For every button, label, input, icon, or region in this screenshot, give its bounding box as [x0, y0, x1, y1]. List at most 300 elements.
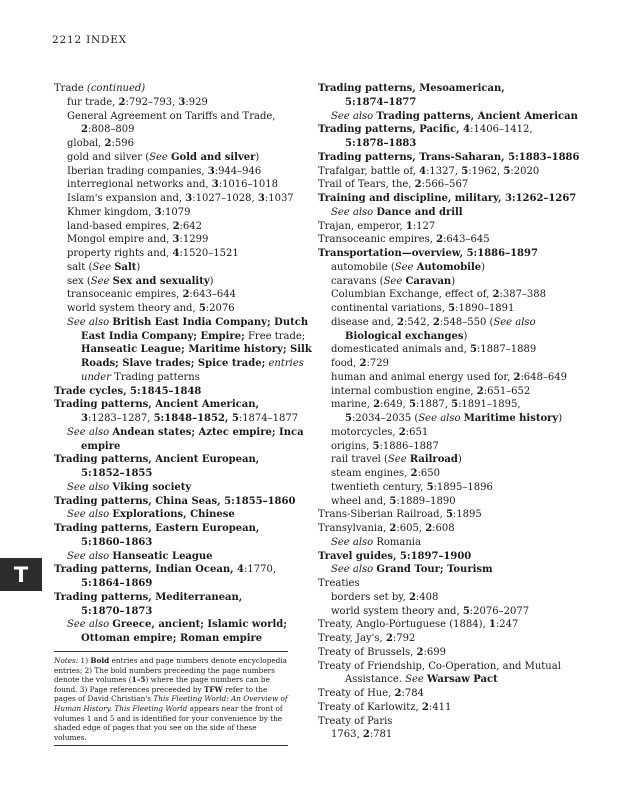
entry-text: 3	[154, 206, 162, 218]
entry-text: :411	[428, 701, 452, 713]
entry-text: wheel and,	[331, 495, 390, 507]
entry-text: Trading patterns, Ancient European,	[54, 454, 260, 466]
index-entry	[54, 577, 299, 591]
entry-text: entries	[268, 358, 304, 369]
index-entry	[318, 330, 576, 344]
entry-text: :792–793,	[125, 96, 179, 108]
entry-text: 5	[503, 165, 511, 177]
entry-text: Hanseatic League; Maritime history; Silk	[81, 344, 312, 356]
entry-text: land-based empires,	[67, 220, 173, 232]
entry-text: Iberian trading companies,	[67, 165, 208, 177]
index-entry	[318, 123, 576, 137]
entry-text: Trading patterns, China Seas, 5:1855–1860	[54, 495, 296, 507]
entry-text: See also	[67, 481, 110, 493]
entry-text: Trail of Tears, the,	[318, 179, 415, 191]
entry-text: :1027–1028,	[192, 193, 258, 204]
entry-text: :648–649	[520, 371, 567, 383]
entry-text: 3	[207, 165, 215, 177]
entry-text: :1406–1412,	[470, 124, 533, 136]
entry-text: :548–550 (	[439, 316, 494, 328]
index-entry	[54, 357, 304, 371]
entry-text: 5	[448, 303, 456, 314]
entry-text: appears near the front of volumes 1 and 5 and is identified for your convenience by the shaded edge of pages that you see on the side of these volumes.	[54, 703, 283, 742]
index-entry	[54, 206, 299, 220]
entry-text: internal combustion engine,	[331, 385, 477, 397]
entry-text: 4	[463, 124, 471, 136]
index-entry	[318, 550, 576, 564]
index-entry	[318, 275, 576, 289]
entry-text: 2	[425, 523, 433, 534]
entry-text: automobile (	[331, 261, 395, 273]
entry-text: :408	[415, 591, 439, 603]
entry-text: )	[463, 330, 468, 342]
entry-text: See also	[67, 316, 110, 328]
entry-text: )	[209, 275, 214, 287]
entry-text: 5	[461, 165, 469, 177]
index-entry	[318, 165, 576, 179]
index-entry	[54, 563, 299, 577]
entry-text: gold and silver (	[67, 151, 150, 163]
index-entry	[318, 96, 576, 110]
entry-text: :1299	[179, 234, 209, 246]
entry-text: Treaty of Paris	[318, 715, 393, 727]
entry-text: :1890–1891	[455, 303, 515, 314]
index-entry	[318, 632, 576, 646]
entry-text: 3	[81, 413, 88, 424]
index-entry	[54, 412, 299, 426]
entry-text: Mongol empire and,	[67, 234, 173, 246]
entry-text: :1891–1895,	[458, 399, 521, 411]
entry-text: Bold	[90, 656, 110, 665]
entry-text: Trajan, emperor,	[318, 220, 406, 232]
entry-text: 5:1864–1869	[81, 578, 153, 589]
entry-text: 3	[178, 96, 186, 108]
entry-text: 1763,	[331, 729, 363, 741]
index-entry	[54, 550, 299, 564]
index-entry	[54, 632, 299, 646]
entry-text: :729	[366, 358, 389, 369]
entry-text: 2	[492, 289, 500, 301]
index-entry	[318, 701, 576, 715]
entry-text: East India Company; Empire;	[81, 330, 245, 342]
index-entry	[318, 481, 576, 495]
entry-text: 5:1848–1852, 5	[153, 413, 239, 424]
entry-text: Transportation—overview, 5:1886–1897	[318, 248, 538, 259]
index-entry	[54, 151, 299, 165]
entry-text: See	[405, 674, 424, 686]
entry-text: )	[457, 454, 462, 466]
entry-text: 2	[414, 179, 422, 191]
page-header	[52, 34, 127, 46]
entry-text: Biological exchanges	[345, 330, 464, 342]
index-entry	[54, 137, 299, 151]
entry-text: Treaty of Karlowitz,	[318, 701, 422, 713]
entry-text: Romania	[373, 536, 421, 548]
entry-text: transoceanic empires,	[67, 289, 183, 301]
entry-text: sex (	[67, 275, 91, 287]
index-entry	[54, 536, 299, 550]
index-entry	[318, 206, 576, 220]
entry-text: 2	[104, 138, 112, 149]
entry-text: :643–644	[189, 289, 236, 301]
entry-text: :1770,	[244, 564, 277, 576]
entry-text: Treaty, Jay's,	[318, 633, 386, 644]
page-number: 2212	[52, 34, 82, 46]
entry-text: steam engines,	[331, 468, 411, 479]
entry-text: :781	[369, 729, 393, 741]
entry-text: world system theory and,	[331, 605, 463, 617]
entry-text: 1)	[78, 656, 91, 665]
entry-text: Dance and drill	[376, 206, 463, 218]
entry-text: )	[481, 261, 486, 273]
entry-text: 5	[462, 605, 470, 617]
index-entry	[54, 343, 312, 357]
entry-text: :1962,	[468, 165, 504, 177]
entry-text: :1327,	[426, 165, 462, 177]
entry-text: :1079	[161, 206, 191, 218]
entry-text: Andean states; Aztec empire; Inca	[112, 426, 304, 438]
index-entry	[54, 495, 299, 509]
entry-text: :2076–2077	[469, 605, 530, 617]
index-notes	[54, 651, 288, 746]
index-entry	[318, 605, 576, 619]
entry-text: Trafalgar, battle of,	[318, 165, 420, 177]
index-entry	[54, 398, 299, 412]
index-entry	[54, 261, 299, 275]
entry-text: rail travel (	[331, 454, 388, 466]
index-entry	[54, 385, 299, 399]
entry-text: 5	[426, 481, 434, 493]
index-entry	[318, 233, 576, 247]
entry-text: See	[387, 454, 407, 466]
entry-text: :596	[111, 138, 134, 149]
entry-text: 5:1878–1883	[345, 138, 417, 149]
index-entry	[318, 563, 576, 577]
entry-text: :699	[423, 646, 446, 658]
index-entry	[54, 522, 299, 536]
entry-text: )	[558, 413, 563, 424]
index-entry	[54, 302, 299, 316]
entry-text: See	[383, 275, 403, 287]
entry-text: Training and discipline, military, 3:1262–1267	[318, 193, 577, 204]
entry-text: :2034–2035 (	[351, 413, 419, 424]
entry-text: )	[136, 261, 141, 273]
entry-text: Free trade;	[244, 330, 306, 342]
entry-text: :566–567	[421, 179, 469, 191]
index-entry	[54, 371, 299, 385]
entry-text: 4	[172, 248, 180, 259]
entry-text: Trading patterns, Trans-Saharan, 5:1883–1886	[318, 151, 580, 163]
index-entry	[318, 591, 576, 605]
index-entry	[318, 467, 576, 481]
entry-text: 5	[389, 495, 397, 507]
entry-text: human and animal energy used for,	[331, 371, 514, 383]
index-entry	[54, 96, 299, 110]
entry-text: Explorations, Chinese	[112, 509, 235, 521]
entry-text: :649,	[380, 399, 409, 411]
entry-text: :127	[412, 220, 436, 232]
entry-text: Notes:	[54, 656, 79, 665]
entry-text: :608	[432, 523, 455, 534]
entry-text: Trading patterns, Mesoamerican,	[318, 83, 505, 94]
index-entry	[318, 440, 576, 454]
entry-text: Caravan	[405, 275, 452, 287]
index-entry	[318, 302, 576, 316]
entry-text: See also	[67, 509, 110, 521]
index-entry	[54, 178, 299, 192]
entry-text: Warsaw Pact	[427, 674, 498, 686]
index-entry	[318, 426, 576, 440]
entry-text: :387–388	[499, 289, 547, 301]
entry-text: 5	[408, 399, 416, 411]
entry-text: This Fleeting World: An Overview of Human History.	[54, 694, 288, 713]
entry-text: 5	[451, 399, 459, 411]
index-entry	[318, 660, 576, 674]
index-entry	[318, 371, 576, 385]
entry-text: 2	[172, 220, 180, 232]
entry-text: Trading patterns, Mediterranean,	[54, 591, 243, 603]
entry-text: :2076	[205, 303, 235, 314]
index-entry	[318, 715, 576, 729]
entry-text: Roads; Slave trades; Spice trade;	[81, 358, 266, 369]
entry-text: world system theory and,	[67, 303, 199, 314]
section-title: INDEX	[86, 34, 127, 46]
entry-text: Treaties	[318, 578, 360, 589]
index-entry	[54, 330, 306, 344]
entry-text: Assistance.	[345, 674, 406, 686]
entry-text: 5:1870–1873	[81, 605, 153, 617]
entry-text: Trading patterns, Ancient American	[376, 110, 578, 122]
entry-text: Gold and silver	[171, 151, 256, 163]
index-entry	[54, 82, 299, 96]
index-entry	[318, 247, 576, 261]
index-column-right	[318, 82, 580, 742]
entry-text: :651–652	[483, 385, 531, 397]
entry-text: Trading patterns, Eastern European,	[54, 523, 260, 534]
entry-text: )	[451, 275, 456, 287]
entry-text: Viking society	[112, 481, 192, 493]
entry-text: See	[92, 261, 112, 273]
entry-text: :650	[417, 468, 440, 479]
index-entry	[54, 165, 299, 179]
entry-text: Trade cycles, 5:1845–1848	[54, 385, 202, 397]
entry-text: 2	[394, 688, 402, 699]
index-entry	[318, 220, 576, 234]
index-entry	[54, 591, 299, 605]
entry-text: TFW	[203, 684, 223, 694]
entry-text: Trade	[54, 83, 87, 94]
index-entry	[318, 412, 576, 426]
entry-text: Hanseatic League	[112, 550, 213, 562]
entry-text: See also	[493, 316, 536, 328]
entry-text: 2	[513, 371, 521, 383]
entry-text: interregional networks and,	[67, 179, 212, 191]
entry-text: Khmer kingdom,	[67, 206, 155, 218]
index-entry	[318, 673, 576, 687]
index-entry	[318, 508, 576, 522]
entry-text: 2	[398, 426, 406, 438]
index-entry	[54, 220, 299, 234]
index-entry	[54, 233, 299, 247]
index-entry	[318, 385, 576, 399]
entry-text: 1–5	[131, 675, 146, 685]
index-entry	[54, 275, 299, 289]
entry-text: ) where the page numbers can be found. 3) Page references preceeded by	[54, 675, 270, 694]
entry-text: disease and,	[331, 316, 398, 328]
entry-text: 2	[416, 646, 424, 658]
index-entry	[318, 646, 576, 660]
entry-text: 2	[359, 358, 367, 369]
entry-text: 2	[182, 289, 190, 301]
entry-text: origins,	[331, 440, 373, 452]
entry-text: Columbian Exchange, effect of,	[331, 289, 493, 301]
index-entry	[318, 453, 576, 467]
index-entry	[54, 426, 304, 440]
entry-text: refer to the pages of David Christian's	[54, 684, 268, 704]
entry-text: :784	[401, 688, 424, 699]
entry-text: 2	[389, 523, 397, 534]
entry-text: 2	[362, 729, 370, 741]
entry-text: :1874–1877	[238, 413, 299, 424]
entry-text: This Fleeting World	[114, 703, 188, 713]
index-entry	[318, 495, 576, 509]
entry-text: :1283–1287,	[87, 413, 154, 424]
entry-text: Railroad	[409, 454, 458, 466]
entry-text: 2	[373, 399, 381, 411]
entry-text: Trans-Siberian Railroad,	[318, 509, 446, 521]
index-entry	[318, 522, 576, 536]
entry-text: 2	[397, 316, 404, 328]
entry-text: continental variations,	[331, 303, 449, 314]
entry-text: Greece, ancient; Islamic world;	[112, 619, 287, 631]
entry-text: :1887–1889	[476, 344, 537, 356]
index-entry	[318, 728, 576, 742]
entry-text: Sex and sexuality	[112, 275, 210, 287]
index-entry	[54, 618, 299, 632]
index-entry	[54, 288, 299, 302]
index-entry	[54, 508, 299, 522]
entry-text: borders set by,	[331, 591, 409, 603]
index-entry	[318, 687, 576, 701]
index-entry	[54, 453, 299, 467]
entry-text: :1520–1521	[179, 248, 239, 259]
entry-text: salt (	[67, 261, 93, 273]
entry-text: 2	[118, 96, 126, 108]
entry-text: 5:1852–1855	[81, 468, 153, 479]
entry-text: 1	[405, 220, 413, 232]
index-entry	[54, 605, 299, 619]
entry-text: 2	[81, 124, 88, 136]
entry-text: Maritime history	[463, 413, 559, 424]
entry-text: :643–645	[443, 234, 490, 246]
index-entry	[318, 151, 580, 165]
entry-text: caravans (	[331, 275, 384, 287]
entry-text: See	[149, 151, 168, 163]
letter-tab	[0, 558, 42, 591]
entry-text: 5	[469, 344, 477, 356]
entry-text: General Agreement on Tariffs and Trade,	[67, 110, 276, 122]
entry-text: 5	[445, 509, 453, 521]
entry-text: :605,	[396, 523, 426, 534]
entry-text: Treaty of Hue,	[318, 688, 395, 699]
index-entry	[318, 357, 576, 371]
entry-text: empire	[81, 440, 121, 452]
index-entry	[318, 618, 576, 632]
entry-text: :1886–1887	[379, 440, 439, 452]
index-entry	[318, 192, 576, 206]
letter-tab-label: T	[13, 562, 29, 587]
entry-text: 5:1860–1863	[81, 536, 153, 548]
entry-text: (continued)	[86, 83, 146, 94]
index-entry	[318, 398, 576, 412]
entry-text: :1016–1018	[218, 179, 278, 191]
index-entry	[54, 247, 299, 261]
entry-text: :792	[392, 633, 416, 644]
entry-text: 2	[476, 385, 484, 397]
entry-text: domesticated animals and,	[331, 344, 470, 356]
entry-text: :929	[185, 96, 208, 108]
entry-text: Treaty of Friendship, Co-Operation, and Mutual	[318, 660, 561, 672]
entry-text: See	[394, 261, 414, 273]
entry-text: marine,	[331, 399, 374, 411]
index-entry	[318, 343, 576, 357]
entry-text: 5	[198, 303, 206, 314]
entry-text: British East India Company; Dutch	[112, 316, 309, 328]
entry-text: 5	[372, 440, 380, 452]
entry-text: See also	[418, 413, 461, 424]
entry-text: See also	[331, 206, 374, 218]
entry-text: food,	[331, 358, 360, 369]
entry-text: Treaty, Anglo-Portuguese (1884),	[318, 619, 489, 631]
entry-text: See also	[331, 110, 374, 122]
entry-text: Trading patterns, Ancient American,	[54, 399, 259, 411]
entry-text: 4	[237, 564, 245, 576]
entry-text: global,	[67, 138, 105, 149]
index-entry	[54, 110, 299, 124]
entry-text: :642	[179, 220, 202, 232]
entry-text: property rights and,	[67, 248, 173, 259]
entry-text: :651	[405, 426, 429, 438]
entry-text: See	[90, 275, 110, 287]
index-entry	[318, 577, 576, 591]
index-entry	[318, 261, 576, 275]
entry-text: )	[255, 151, 260, 163]
entry-text: :1889–1890	[396, 495, 456, 507]
entry-text: Automobile	[416, 261, 482, 273]
entry-text: 4	[419, 165, 427, 177]
index-entry	[54, 440, 299, 454]
entry-text: :247	[495, 619, 519, 631]
entry-text: 3	[172, 234, 180, 246]
entry-text: :2020	[510, 165, 540, 177]
index-entry	[54, 123, 299, 137]
entry-text: Salt	[114, 261, 137, 273]
entry-text: :1037	[264, 193, 294, 204]
index-entry	[318, 110, 576, 124]
entry-text: See also	[67, 550, 110, 562]
index-entry	[318, 178, 576, 192]
index-column-left	[54, 82, 312, 646]
entry-text: 2	[385, 633, 393, 644]
entry-text: Islam's expansion and,	[67, 193, 186, 204]
entry-text: :1895–1896	[433, 481, 493, 493]
entry-text: 5	[345, 413, 352, 424]
entry-text: See also	[331, 564, 374, 576]
entry-text: See also	[67, 426, 110, 438]
entry-text: Travel guides, 5:1897–1900	[318, 550, 472, 562]
index-entry	[318, 137, 576, 151]
entry-text: :1895	[452, 509, 482, 521]
